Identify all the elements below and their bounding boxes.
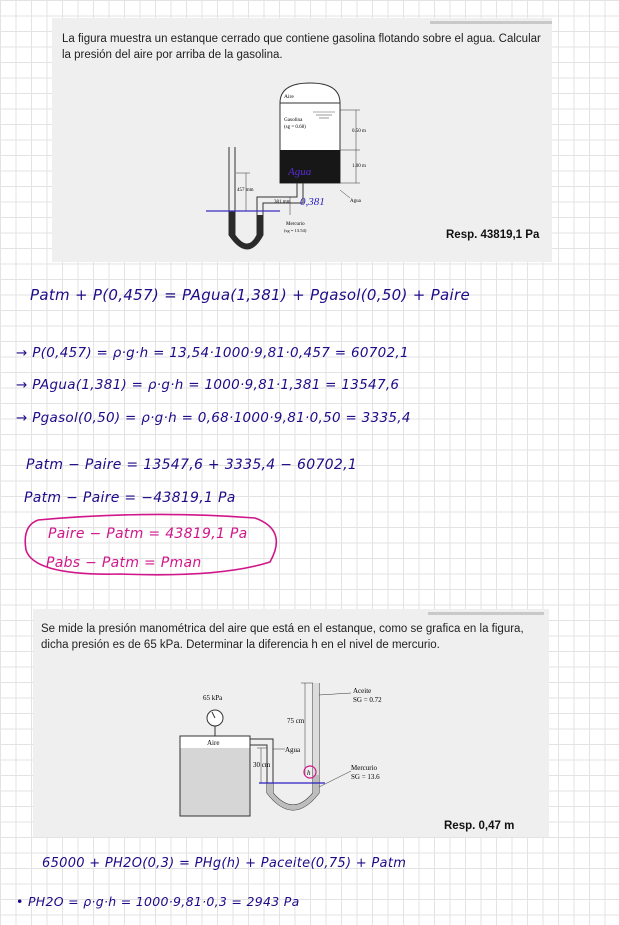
hw1-line8: Pabs − Patm = Pman — [46, 555, 202, 571]
problem-1-answer: Resp. 43819,1 Pa — [446, 229, 540, 241]
p2-label-gauge: 65 kPa — [203, 694, 223, 702]
p1-label-h-agua: 1.00 m — [352, 164, 366, 169]
p1-label-mercurio-sg: (sg = 13.54) — [284, 228, 307, 233]
p2-label-aceite: Aceite — [353, 687, 372, 695]
p2-label-aire: Aire — [207, 739, 220, 747]
hw1-line5: Patm − Paire = 13547,6 + 3335,4 − 60702,1 — [26, 457, 358, 473]
p1-label-457: 457 mm — [237, 188, 254, 193]
hw1-line6: Patm − Paire = −43819,1 Pa — [24, 490, 236, 506]
p1-hw-agua: Agua — [288, 166, 312, 178]
p1-label-aire: Aire — [284, 94, 294, 100]
hw1-line2: → P(0,457) = ρ·g·h = 13,54·1000·9,81·0,457 = 60702,1 — [16, 345, 409, 361]
p1-label-381: 381 mm — [274, 200, 291, 205]
p2-label-mercurio-sg: SG = 13.6 — [351, 773, 380, 781]
hw1-line1: Patm + P(0,457) = PAgua(1,381) + Pgasol(0,50) + Paire — [30, 286, 470, 304]
p1-label-mercurio: Mercurio — [286, 222, 305, 227]
hw1-line7: Paire − Patm = 43819,1 Pa — [48, 526, 248, 542]
p1-label-agua: Agua — [350, 199, 361, 204]
p2-label-75: 75 cm — [287, 717, 305, 725]
hw1-circle — [20, 512, 280, 582]
p1-label-gasolina-sg: (sg = 0.68) — [284, 125, 306, 130]
p2-label-aceite-sg: SG = 0.72 — [353, 696, 382, 704]
p1-label-gasolina: Gasolina — [284, 117, 303, 123]
problem-2-answer: Resp. 0,47 m — [444, 820, 515, 832]
problem-1-statement: La figura muestra un estanque cerrado que contiene gasolina flotando sobre el agua. Calcular la presión del aire por arriba de la gasolina. — [62, 33, 541, 61]
problem-1-figure — [200, 75, 420, 260]
problem-2-statement: Se mide la presión manométrica del aire que está en el estanque, como se grafica en la figura, dicha presión es de 65 kPa. Determinar la diferencia h en el nivel de mercurio. — [41, 623, 524, 651]
p2-label-30: 30 cm — [253, 761, 271, 769]
p1-label-h-gasolina: 0.50 m — [352, 129, 366, 134]
hw2-line2: • PH2O = ρ·g·h = 1000·9,81·0,3 = 2943 Pa — [16, 894, 300, 909]
hw2-line1: 65000 + PH2O(0,3) = PHg(h) + Paceite(0,75) + Patm — [42, 856, 407, 871]
problem-2-card-bar — [428, 612, 544, 615]
hw1-line4: → Pgasol(0,50) = ρ·g·h = 0,68·1000·9,81·0,50 = 3335,4 — [16, 410, 411, 426]
hw1-line3: → PAgua(1,381) = ρ·g·h = 1000·9,81·1,381 = 13547,6 — [16, 377, 400, 393]
problem-2-figure — [175, 675, 390, 825]
p2-label-h: h — [307, 769, 311, 777]
p1-hw-0381: 0,381 — [300, 196, 325, 208]
p2-label-mercurio: Mercurio — [351, 764, 378, 772]
p2-label-agua: Agua — [285, 746, 301, 754]
problem-1-card-bar — [430, 21, 552, 24]
